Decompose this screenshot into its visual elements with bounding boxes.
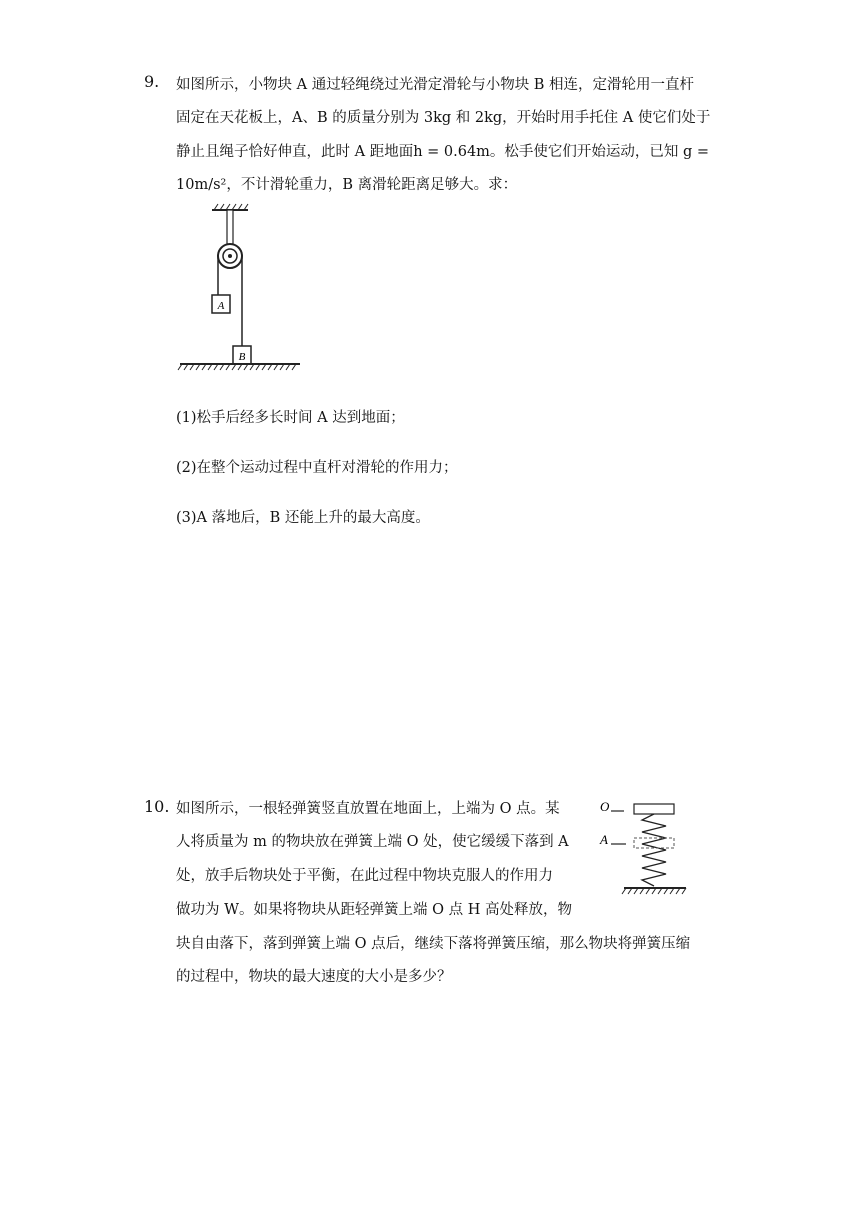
- pulley-diagram: [172, 198, 312, 378]
- q10-line-1: 如图所示，一根轻弹簧竖直放置在地面上，上端为 O 点。某: [176, 801, 560, 817]
- question-10-number: 10.: [144, 797, 170, 816]
- question-9-number: 9.: [144, 72, 160, 91]
- q9-sub-2: (2)在整个运动过程中直杆对滑轮的作用力；: [176, 460, 458, 476]
- q10-line-4: 做功为 W。如果将物块从距轻弹簧上端 O 点 H 高处释放，物: [176, 902, 572, 918]
- q10-line-3: 处，放手后物块处于平衡，在此过程中物块克服人的作用力: [176, 868, 553, 884]
- q9-line-3: 静止且绳子恰好伸直，此时 A 距地面h = 0.64m。松手使它们开始运动，已知 g =: [176, 144, 710, 160]
- label-a: A: [600, 832, 608, 847]
- spring-diagram: [596, 796, 696, 906]
- q10-line-6: 的过程中，物块的最大速度的大小是多少？: [176, 969, 452, 985]
- q9-line-2: 固定在天花板上，A、B 的质量分别为 3kg 和 2kg，开始时用手托住 A 使它们处于: [176, 110, 711, 126]
- block-a-label: A: [217, 300, 225, 312]
- block-b-label: B: [238, 351, 246, 363]
- label-o: O: [600, 799, 610, 814]
- q10-line-2: 人将质量为 m 的物块放在弹簧上端 O 处，使它缓缓下落到 A: [176, 834, 569, 850]
- q9-sub-3: (3)A 落地后，B 还能上升的最大高度。: [176, 510, 430, 526]
- q9-sub-1: (1)松手后经多长时间 A 达到地面；: [176, 410, 405, 426]
- q9-line-4: 10m/s²，不计滑轮重力，B 离滑轮距离足够大。求：: [176, 177, 518, 193]
- q10-line-5: 块自由落下，落到弹簧上端 O 点后，继续下落将弹簧压缩，那么物块将弹簧压缩: [176, 936, 691, 952]
- q9-line-1: 如图所示，小物块 A 通过轻绳绕过光滑定滑轮与小物块 B 相连，定滑轮用一直杆: [176, 77, 695, 93]
